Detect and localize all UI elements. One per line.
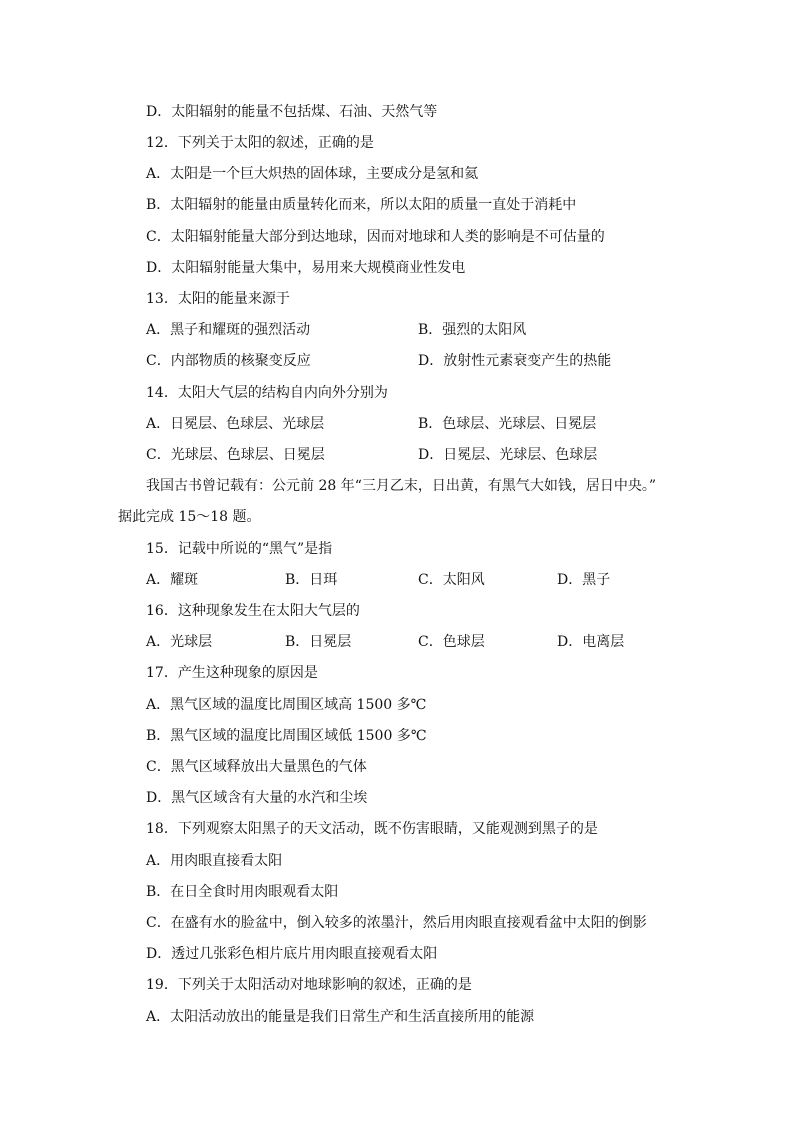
option-text: A．黑子和耀斑的强烈活动 (146, 322, 311, 338)
option-text: C．太阳风 (418, 572, 485, 588)
option-text: B．太阳辐射的能量由质量转化而来，所以太阳的质量一直处于消耗中 (146, 197, 577, 213)
option-text: A．太阳是一个巨大炽热的固体球，主要成分是氢和氦 (146, 166, 479, 182)
option-text: D．黑子 (557, 572, 611, 588)
question-17: 17．产生这种现象的原因是 (146, 665, 318, 681)
option-text: A．耀斑 (146, 572, 199, 588)
option-text: C．内部物质的核聚变反应 (146, 353, 311, 369)
option-text: B．在日全食时用肉眼观看太阳 (146, 884, 339, 900)
question-15: 15．记载中所说的“黑气”是指 (146, 541, 333, 557)
option-text: A．黑气区域的温度比周围区域高 1500 多℃ (146, 697, 427, 713)
option-text: A．日冕层、色球层、光球层 (146, 416, 325, 432)
option-text: B．日冕层 (285, 634, 352, 650)
option-text: C．光球层、色球层、日冕层 (146, 447, 325, 463)
option-text: C．太阳辐射能量大部分到达地球，因而对地球和人类的影响是不可估量的 (146, 229, 605, 245)
question-16: 16．这种现象发生在太阳大气层的 (146, 603, 360, 619)
question-12: 12．下列关于太阳的叙述，正确的是 (146, 135, 374, 151)
option-text: D．透过几张彩色相片底片用肉眼直接观看太阳 (146, 946, 438, 962)
option-text: D．日冕层、光球层、色球层 (418, 447, 598, 463)
question-13: 13．太阳的能量来源于 (146, 291, 290, 307)
option-text: D．太阳辐射能量大集中，易用来大规模商业性发电 (146, 260, 466, 276)
option-text: C．黑气区域释放出大量黑色的气体 (146, 759, 367, 775)
question-19: 19．下列关于太阳活动对地球影响的叙述，正确的是 (146, 977, 472, 993)
option-text: B．黑气区域的温度比周围区域低 1500 多℃ (146, 728, 427, 744)
option-text: B．日珥 (285, 572, 338, 588)
question-18: 18．下列观察太阳黑子的天文活动，既不伤害眼睛，又能观测到黑子的是 (146, 821, 598, 837)
option-text: D．黑气区域含有大量的水汽和尘埃 (146, 790, 368, 806)
option-text: B．强烈的太阳风 (418, 322, 527, 338)
option-text: D．电离层 (557, 634, 625, 650)
option-text: A．用肉眼直接看太阳 (146, 853, 283, 869)
option-text: C．在盛有水的脸盆中，倒入较多的浓墨汁，然后用肉眼直接观看盆中太阳的倒影 (146, 915, 647, 931)
question-14: 14．太阳大气层的结构自内向外分别为 (146, 385, 388, 401)
option-text: B．色球层、光球层、日冕层 (418, 416, 597, 432)
option-text: C．色球层 (418, 634, 485, 650)
option-text: A．太阳活动放出的能量是我们日常生产和生活直接所用的能源 (146, 1009, 535, 1025)
option-text: D．放射性元素衰变产生的热能 (418, 353, 612, 369)
passage-text: 据此完成 15～18 题。 (118, 509, 261, 525)
option-text: A．光球层 (146, 634, 213, 650)
passage-text: 我国古书曾记载有：公元前 28 年“三月乙末，日出黄，有黑气大如钱，居日中央。” (146, 478, 657, 494)
option-text: D．太阳辐射的能量不包括煤、石油、天然气等 (146, 104, 438, 120)
